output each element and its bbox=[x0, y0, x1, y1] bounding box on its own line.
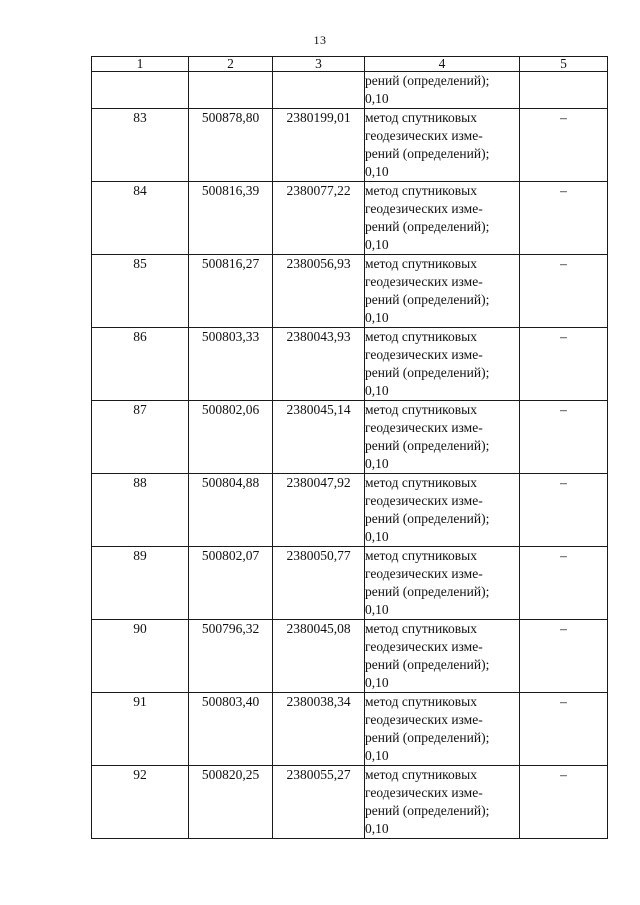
cell-method bbox=[365, 328, 520, 401]
method-line: 0,10 bbox=[365, 456, 389, 471]
cell-method bbox=[365, 109, 520, 182]
method-line: геодезических изме- bbox=[365, 712, 483, 727]
table-row bbox=[92, 474, 608, 547]
cell-method bbox=[365, 693, 520, 766]
cell-x: 500803,33 bbox=[189, 328, 273, 401]
cell-y: 2380045,14 bbox=[273, 401, 365, 474]
cell-method bbox=[365, 547, 520, 620]
method-line: рений (определений); bbox=[365, 657, 490, 672]
cell-x: 500796,32 bbox=[189, 620, 273, 693]
table-row bbox=[92, 401, 608, 474]
cell-col5 bbox=[520, 72, 608, 109]
method-line: рений (определений); bbox=[365, 511, 490, 526]
cell-x: 500802,06 bbox=[189, 401, 273, 474]
cell-x: 500803,40 bbox=[189, 693, 273, 766]
table-body bbox=[92, 72, 608, 839]
method-line: геодезических изме- bbox=[365, 128, 483, 143]
method-line: геодезических изме- bbox=[365, 347, 483, 362]
method-line: 0,10 bbox=[365, 310, 389, 325]
method-line: метод спутниковых bbox=[365, 621, 477, 636]
method-line: рений (определений); bbox=[365, 584, 490, 599]
cell-y: 2380045,08 bbox=[273, 620, 365, 693]
method-line: геодезических изме- bbox=[365, 639, 483, 654]
cell-method bbox=[365, 255, 520, 328]
cell-y: 2380047,92 bbox=[273, 474, 365, 547]
cell-x bbox=[189, 72, 273, 109]
table-row bbox=[92, 693, 608, 766]
coordinates-table bbox=[91, 56, 608, 839]
method-line: геодезических изме- bbox=[365, 785, 483, 800]
table-row bbox=[92, 328, 608, 401]
method-line: рений (определений); bbox=[365, 219, 490, 234]
method-line: геодезических изме- bbox=[365, 566, 483, 581]
method-line: 0,10 bbox=[365, 237, 389, 252]
cell-x: 500802,07 bbox=[189, 547, 273, 620]
cell-x: 500878,80 bbox=[189, 109, 273, 182]
cell-col5: – bbox=[520, 401, 608, 474]
cell-number: 89 bbox=[92, 547, 189, 620]
cell-col5: – bbox=[520, 474, 608, 547]
cell-method bbox=[365, 474, 520, 547]
method-line: метод спутниковых bbox=[365, 694, 477, 709]
table-row bbox=[92, 766, 608, 839]
cell-x: 500804,88 bbox=[189, 474, 273, 547]
method-line: метод спутниковых bbox=[365, 329, 477, 344]
cell-y: 2380038,34 bbox=[273, 693, 365, 766]
column-header-2: 2 bbox=[189, 57, 273, 72]
table-row bbox=[92, 620, 608, 693]
method-line: 0,10 bbox=[365, 748, 389, 763]
method-line: метод спутниковых bbox=[365, 256, 477, 271]
method-line: метод спутниковых bbox=[365, 475, 477, 490]
method-line: рений (определений); bbox=[365, 146, 490, 161]
cell-col5: – bbox=[520, 328, 608, 401]
method-line: рений (определений); bbox=[365, 292, 490, 307]
cell-method bbox=[365, 401, 520, 474]
column-header-3: 3 bbox=[273, 57, 365, 72]
method-line: 0,10 bbox=[365, 675, 389, 690]
method-line: рений (определений); bbox=[365, 730, 490, 745]
cell-number: 92 bbox=[92, 766, 189, 839]
cell-y: 2380043,93 bbox=[273, 328, 365, 401]
cell-col5: – bbox=[520, 547, 608, 620]
cell-method bbox=[365, 182, 520, 255]
cell-y: 2380077,22 bbox=[273, 182, 365, 255]
table-header-row bbox=[92, 57, 608, 72]
cell-col5: – bbox=[520, 109, 608, 182]
method-line: метод спутниковых bbox=[365, 548, 477, 563]
cell-y: 2380056,93 bbox=[273, 255, 365, 328]
method-line: рений (определений); bbox=[365, 438, 490, 453]
method-line: 0,10 bbox=[365, 164, 389, 179]
cell-y: 2380050,77 bbox=[273, 547, 365, 620]
page-number: 13 bbox=[313, 33, 327, 47]
cell-method bbox=[365, 620, 520, 693]
method-line: 0,10 bbox=[365, 529, 389, 544]
method-line: геодезических изме- bbox=[365, 274, 483, 289]
method-line: метод спутниковых bbox=[365, 402, 477, 417]
cell-x: 500816,27 bbox=[189, 255, 273, 328]
method-line: геодезических изме- bbox=[365, 420, 483, 435]
cell-y: 2380055,27 bbox=[273, 766, 365, 839]
cell-number: 84 bbox=[92, 182, 189, 255]
method-line: рений (определений); bbox=[365, 803, 490, 818]
cell-col5: – bbox=[520, 620, 608, 693]
method-line: 0,10 bbox=[365, 91, 389, 106]
method-line: геодезических изме- bbox=[365, 201, 483, 216]
method-line: метод спутниковых bbox=[365, 767, 477, 782]
table-row bbox=[92, 109, 608, 182]
method-line: метод спутниковых bbox=[365, 110, 477, 125]
cell-number: 90 bbox=[92, 620, 189, 693]
method-line: 0,10 bbox=[365, 821, 389, 836]
cell-col5: – bbox=[520, 255, 608, 328]
cell-x: 500816,39 bbox=[189, 182, 273, 255]
table-row bbox=[92, 182, 608, 255]
table-row bbox=[92, 255, 608, 328]
continuation-row bbox=[92, 72, 608, 109]
method-line: рений (определений); bbox=[365, 365, 490, 380]
method-line: 0,10 bbox=[365, 602, 389, 617]
cell-number: 91 bbox=[92, 693, 189, 766]
cell-number bbox=[92, 72, 189, 109]
cell-number: 88 bbox=[92, 474, 189, 547]
column-header-5: 5 bbox=[520, 57, 608, 72]
cell-number: 87 bbox=[92, 401, 189, 474]
cell-number: 83 bbox=[92, 109, 189, 182]
method-line: 0,10 bbox=[365, 383, 389, 398]
cell-col5: – bbox=[520, 693, 608, 766]
cell-y bbox=[273, 72, 365, 109]
cell-number: 85 bbox=[92, 255, 189, 328]
cell-col5: – bbox=[520, 766, 608, 839]
method-line: геодезических изме- bbox=[365, 493, 483, 508]
method-line: метод спутниковых bbox=[365, 183, 477, 198]
cell-method bbox=[365, 72, 520, 109]
cell-number: 86 bbox=[92, 328, 189, 401]
cell-method bbox=[365, 766, 520, 839]
column-header-4: 4 bbox=[365, 57, 520, 72]
cell-x: 500820,25 bbox=[189, 766, 273, 839]
cell-y: 2380199,01 bbox=[273, 109, 365, 182]
table-row bbox=[92, 547, 608, 620]
method-line: рений (определений); bbox=[365, 73, 490, 88]
cell-col5: – bbox=[520, 182, 608, 255]
column-header-1: 1 bbox=[92, 57, 189, 72]
